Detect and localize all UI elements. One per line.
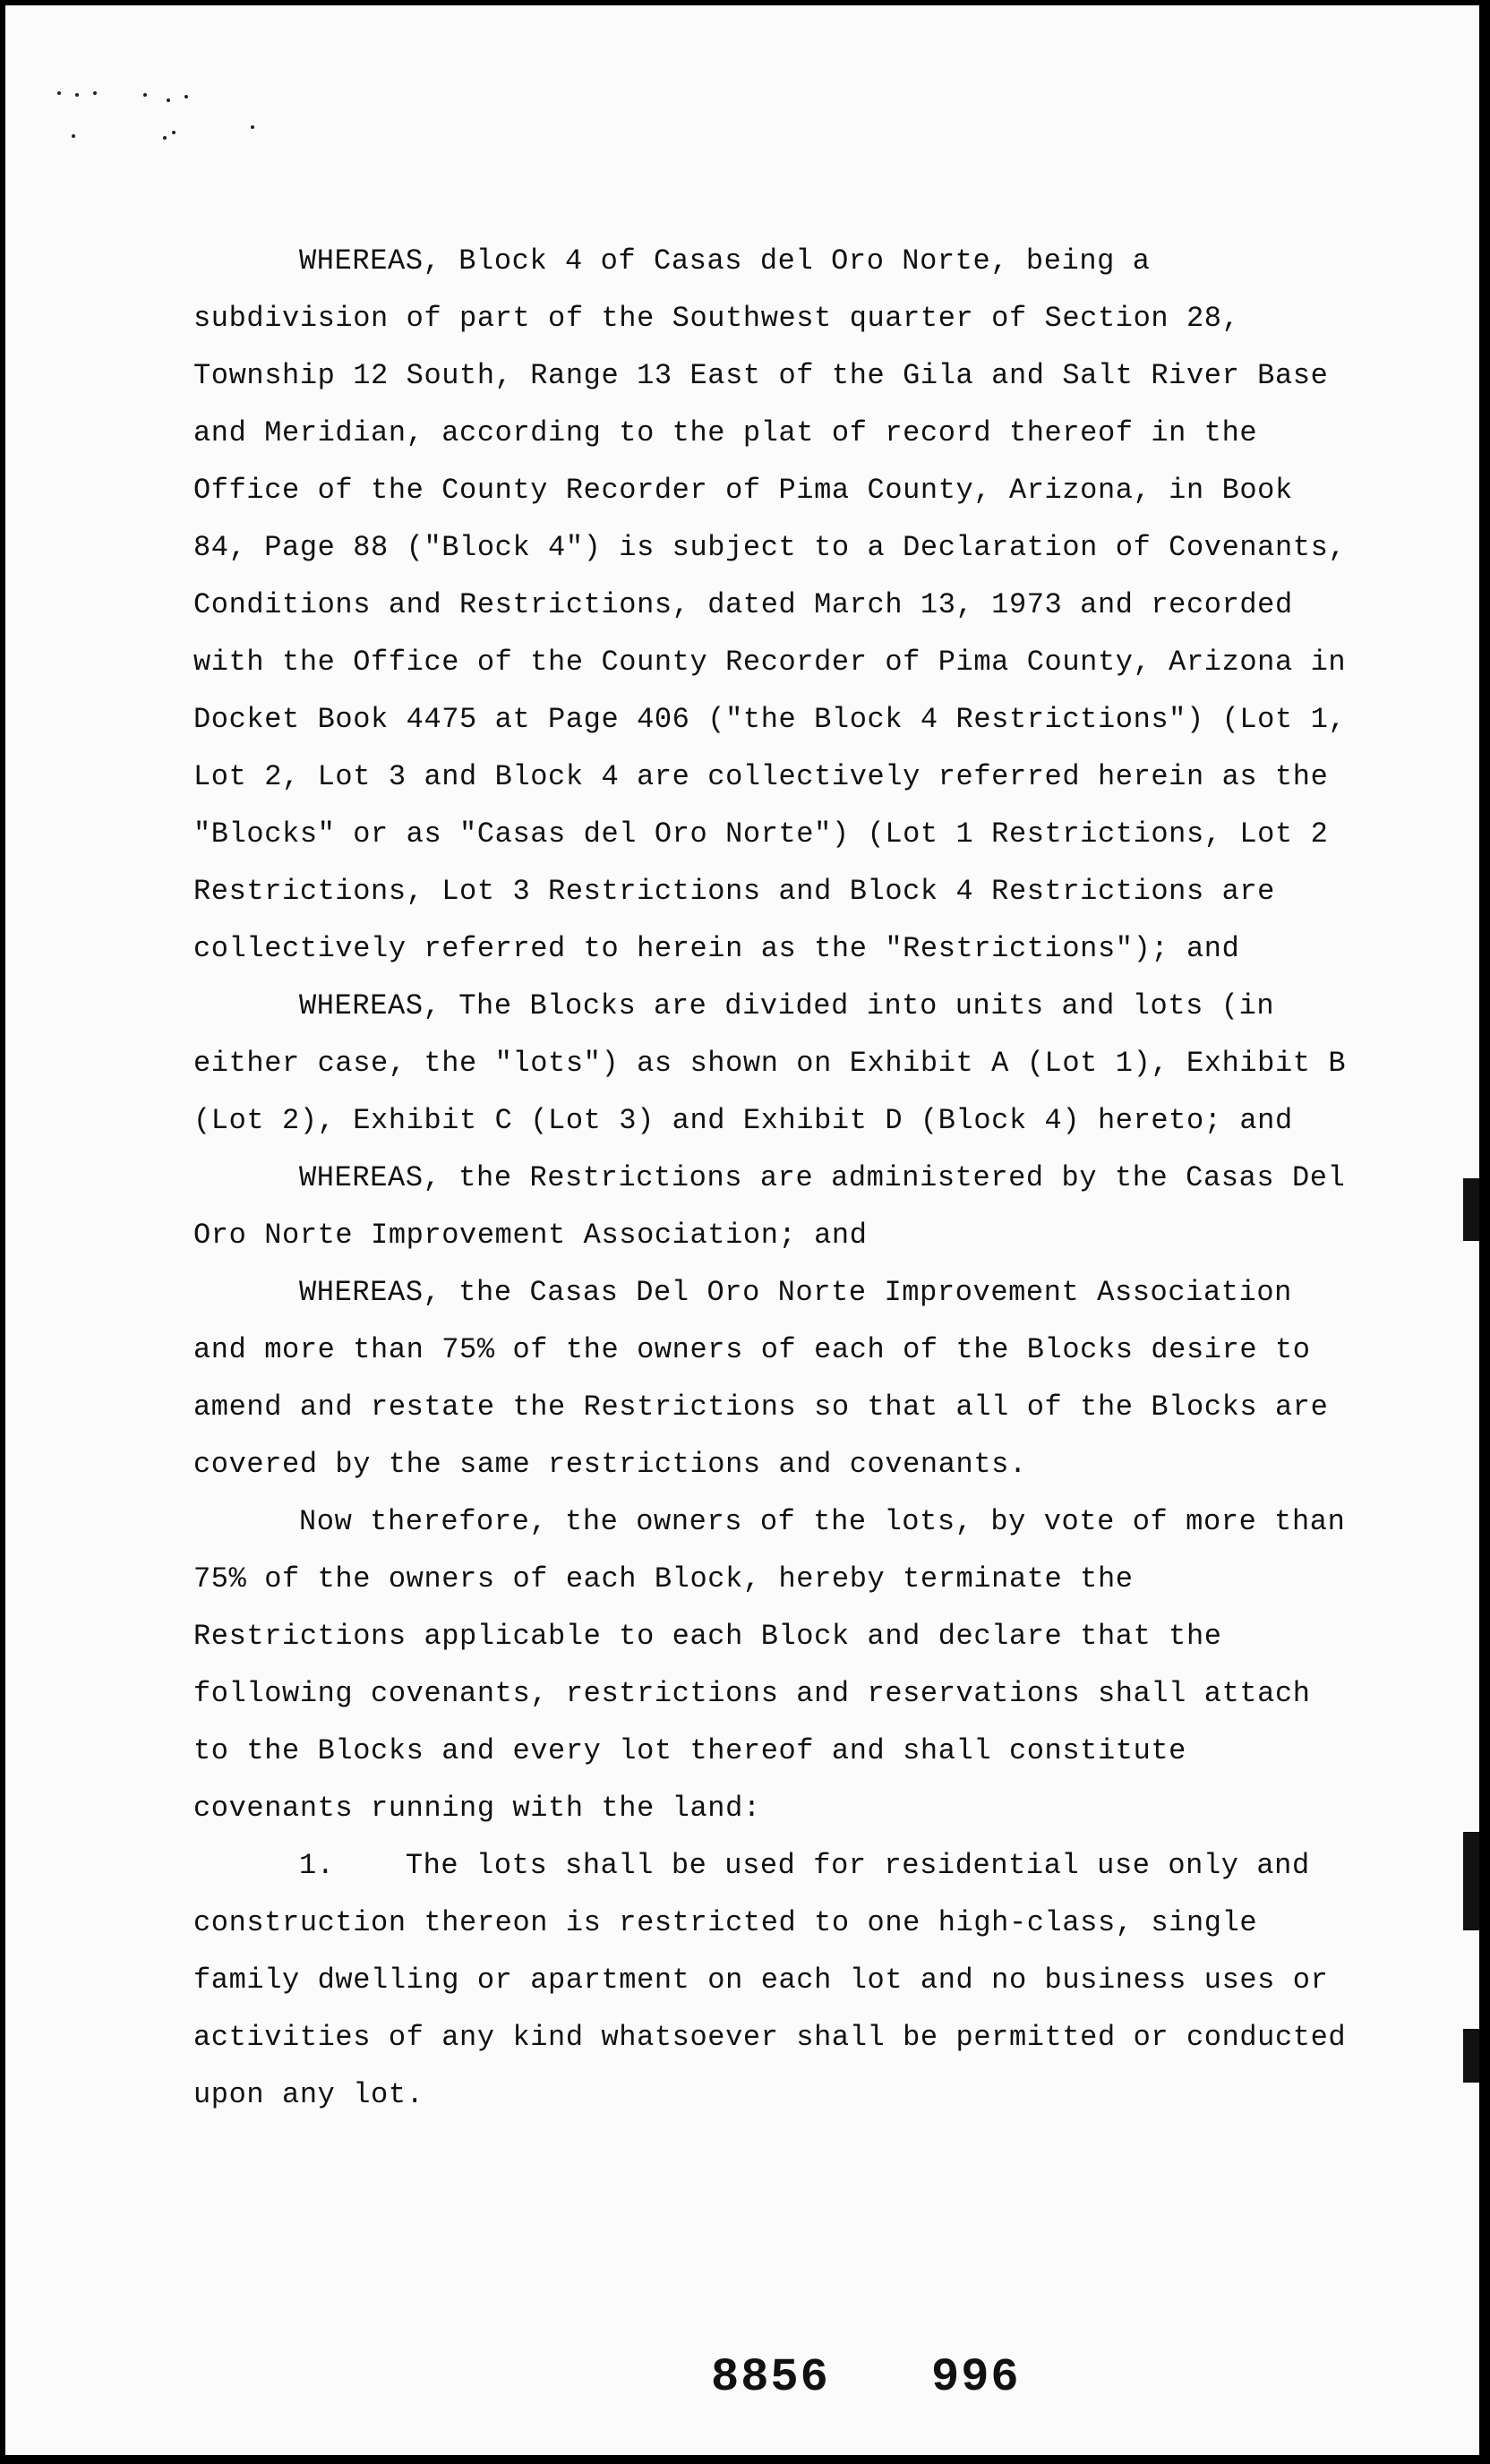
edge-mark xyxy=(1463,1832,1479,1930)
text-line: WHEREAS, Block 4 of Casas del Oro Norte, being a xyxy=(299,244,1151,278)
docket-number: 8856 xyxy=(711,2351,830,2404)
text-line: amend and restate the Restrictions so that all of the Blocks are xyxy=(193,1390,1329,1424)
text-line: collectively referred to herein as the "Restrictions"); and xyxy=(193,932,1240,965)
text-line: upon any lot. xyxy=(193,2078,424,2111)
text-line: Restrictions, Lot 3 Restrictions and Block 4 Restrictions are xyxy=(193,875,1275,908)
text-line: activities of any kind whatsoever shall be permitted or conducted xyxy=(193,2021,1347,2054)
text-line: Oro Norte Improvement Association; and xyxy=(193,1219,868,1252)
text-line: WHEREAS, the Casas Del Oro Norte Improvement Association xyxy=(299,1276,1292,1309)
text-line: 75% of the owners of each Block, hereby terminate the xyxy=(193,1562,1134,1596)
speck xyxy=(172,131,176,134)
text-line: Restrictions applicable to each Block and declare that the xyxy=(193,1620,1222,1653)
speck xyxy=(75,93,79,97)
speck xyxy=(57,91,61,95)
text-line: "Blocks" or as "Casas del Oro Norte") (Lot 1 Restrictions, Lot 2 xyxy=(193,817,1329,851)
text-line: Conditions and Restrictions, dated March 13, 1973 and recorded xyxy=(193,588,1293,621)
document-page xyxy=(5,5,1479,2455)
text-line: WHEREAS, The Blocks are divided into units and lots (in xyxy=(299,989,1275,1022)
speck xyxy=(167,98,170,102)
speck xyxy=(163,136,167,140)
text-line: either case, the "lots") as shown on Exhibit A (Lot 1), Exhibit B xyxy=(193,1047,1347,1080)
text-line: WHEREAS, the Restrictions are administered by the Casas Del xyxy=(299,1161,1346,1194)
text-line: Docket Book 4475 at Page 406 ("the Block 4 Restrictions") (Lot 1, xyxy=(193,703,1347,736)
text-line: subdivision of part of the Southwest quarter of Section 28, xyxy=(193,302,1240,335)
text-line: Lot 2, Lot 3 and Block 4 are collectively referred herein as the xyxy=(193,760,1329,793)
text-line: (Lot 2), Exhibit C (Lot 3) and Exhibit D (Block 4) hereto; and xyxy=(193,1104,1293,1137)
speck xyxy=(72,134,75,138)
speck xyxy=(251,125,254,129)
speck xyxy=(184,95,188,98)
text-line: construction thereon is restricted to one high-class, single xyxy=(193,1906,1258,1939)
speck xyxy=(93,91,97,95)
text-line: family dwelling or apartment on each lot and no business uses or xyxy=(193,1964,1329,1997)
text-line: covered by the same restrictions and covenants. xyxy=(193,1448,1027,1481)
text-line: 84, Page 88 ("Block 4") is subject to a Declaration of Covenants, xyxy=(193,531,1347,564)
edge-mark xyxy=(1463,2029,1479,2083)
edge-mark xyxy=(1463,1178,1479,1241)
text-line: to the Blocks and every lot thereof and shall constitute xyxy=(193,1734,1186,1767)
text-line: Office of the County Recorder of Pima County, Arizona, in Book xyxy=(193,474,1293,507)
text-line: Township 12 South, Range 13 East of the Gila and Salt River Base xyxy=(193,359,1329,392)
text-line: with the Office of the County Recorder of Pima County, Arizona in xyxy=(193,646,1347,679)
text-line: covenants running with the land: xyxy=(193,1792,761,1825)
text-line: and Meridian, according to the plat of record thereof in the xyxy=(193,416,1258,449)
speck xyxy=(143,93,147,97)
document-body xyxy=(5,233,1479,2124)
scan-specks xyxy=(50,86,283,158)
page-number: 996 xyxy=(931,2351,1021,2404)
text-line: following covenants, restrictions and reservations shall attach xyxy=(193,1677,1311,1710)
text-line: and more than 75% of the owners of each of the Blocks desire to xyxy=(193,1333,1311,1366)
text-line: 1. The lots shall be used for residential use only and xyxy=(299,1849,1310,1882)
text-line: Now therefore, the owners of the lots, by vote of more than xyxy=(299,1505,1346,1538)
